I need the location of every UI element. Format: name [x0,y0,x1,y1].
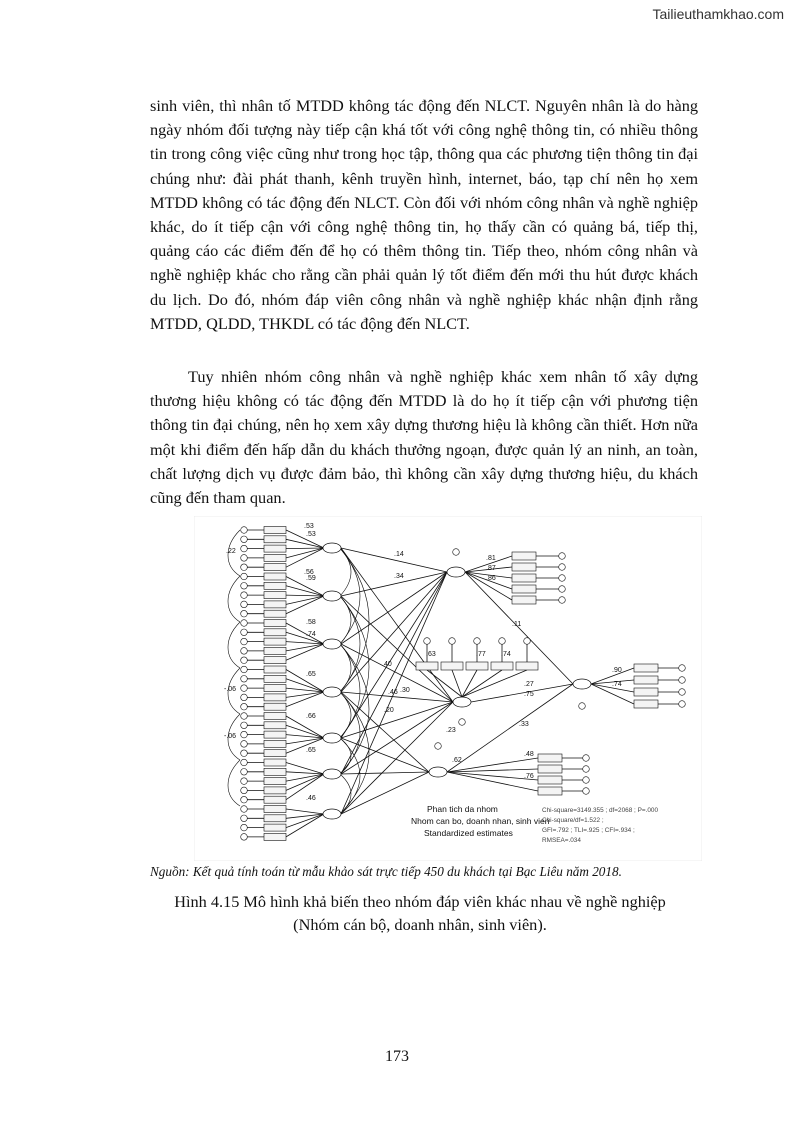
indicator-box [264,824,286,831]
indicator-box [491,662,513,670]
coefficient-label: .77 [476,651,486,658]
error-term [241,555,248,562]
latent-factor [323,733,341,743]
error-term [241,610,248,617]
error-term [241,796,248,803]
coefficient-label: .48 [524,751,534,758]
indicator-box [264,796,286,803]
indicator-box [516,662,538,670]
error-term [241,620,248,627]
coefficient-label: .74 [306,631,316,638]
coefficient-label: .34 [394,573,404,580]
error-term [449,638,456,645]
error-term [241,638,248,645]
paragraph-1 [150,94,698,336]
error-term [583,777,590,784]
sem-diagram-svg [194,516,702,861]
indicator-box [264,731,286,738]
coefficient-label: .27 [524,681,534,688]
caption-line-1: Hình 4.15 Mô hình khả biến theo nhóm đáp viên khác nhau về nghề nghiệp [174,892,666,911]
error-term [241,666,248,673]
indicator-box [264,685,286,692]
error-term [241,815,248,822]
error-term [241,536,248,543]
indicator-box [264,592,286,599]
coefficient-label: .74 [612,681,622,688]
indicator-box [264,610,286,617]
latent-factor [323,543,341,553]
group-title: Phan tich da nhom [427,804,498,814]
error-term [559,575,566,582]
indicator-box [264,713,286,720]
error-term [241,601,248,608]
fit-stat-line: RMSEA=.034 [542,837,581,844]
error-term [241,778,248,785]
latent-factor [323,687,341,697]
latent-factor [323,639,341,649]
indicator-box [264,620,286,627]
coefficient-label: .53 [306,531,316,538]
indicator-box [264,629,286,636]
coefficient-label: .40 [382,661,392,668]
coefficient-label: -.06 [224,733,237,740]
error-term [583,766,590,773]
caption-line-2: (Nhóm cán bộ, doanh nhân, sinh viên). [293,915,547,934]
paragraph-text: Tuy nhiên nhóm công nhân và nghề nghiệp khác xem nhân tố xây dựng thương hiệu không có tác động đến MTDD là do họ ít tiếp cận với phương tiện thông tin đại chúng, nên họ xem xây dựng thương hiệu là không cần thiết. Hơn nữa một khi điểm đến hấp dẫn du khách thưởng ngoạn, được quản lý an ninh, an toàn, chất lượng dịch vụ được đảm bảo, thì không cần xây dựng thương hiệu, du khách cũng đến tham quan. [150,367,698,508]
error-term [679,665,686,672]
indicator-box [634,688,658,696]
coefficient-label: .86 [486,575,496,582]
coefficient-label: .22 [226,548,236,555]
coefficient-label: -.06 [224,686,237,693]
indicator-box [264,694,286,701]
indicator-box [264,815,286,822]
sem-diagram [194,516,702,861]
indicator-box [634,700,658,708]
error-term [241,769,248,776]
paragraph-2 [150,365,698,510]
coefficient-label: .87 [486,565,496,572]
indicator-box [264,573,286,580]
error-term [241,676,248,683]
error-term [241,648,248,655]
error-term [499,638,506,645]
indicator-box [538,765,562,773]
error-term [559,564,566,571]
error-term [679,689,686,696]
disturbance-term [459,719,466,726]
coefficient-label: .14 [394,551,404,558]
coefficient-label: .56 [304,569,314,576]
error-term [241,545,248,552]
coefficient-label: .74 [501,651,511,658]
indicator-box [264,778,286,785]
coefficient-label: .63 [426,651,436,658]
error-term [583,755,590,762]
coefficient-label: .75 [524,691,534,698]
error-term [241,703,248,710]
indicator-box [264,638,286,645]
error-term [241,722,248,729]
coefficient-label: .46 [306,795,316,802]
indicator-box [512,563,536,571]
indicator-box [264,833,286,840]
disturbance-term [453,549,460,556]
indicator-box [264,740,286,747]
coefficient-label: .81 [486,555,496,562]
endogenous-construct [453,697,471,707]
latent-factor [323,809,341,819]
error-term [241,806,248,813]
group-subtitle: Nhom can bo, doanh nhan, sinh vien [411,816,550,826]
indicator-box [416,662,438,670]
indicator-box [264,750,286,757]
error-term [241,824,248,831]
indicator-box [512,574,536,582]
figure-caption [140,890,700,936]
indicator-box [512,552,536,560]
paragraph-text: sinh viên, thì nhân tố MTDD không tác động đến NLCT. Nguyên nhân là do hàng ngày nhóm đối tượng này tiếp cận khá tốt với công nghệ thông tin, có nhiều thông tin trong công việc cũng như trong học tập, thông qua các phương tiện thông tin đại chúng như: đài phát thanh, kênh truyền hình, internet, báo, tạp chí nên họ xem MTDD không có tác động đến NLCT. Còn đối với nhóm công nhân và nghề nghiệp khác, do ít tiếp cận với công nghệ thông tin, họ thấy cần có quảng bá, tiếp thị, quảng cáo các điểm đến để họ có thêm thông tin. Tiếp theo, nhóm công nhân và nghề nghiệp khác cho rằng cần phải quản lý tốt điểm đến mới thu hút được khách du lịch. Do đó, nhóm đáp viên công nhân và nghề nghiệp khác nhận định rằng MTDD, QLDD, THKDL có tác động đến NLCT. [150,96,698,333]
source-note: Nguồn: Kết quả tính toán từ mẫu khảo sát trực tiếp 450 du khách tại Bạc Liêu năm 2018. [150,864,622,879]
coefficient-label: .33 [519,721,529,728]
coefficient-label: .90 [612,667,622,674]
error-term [241,573,248,580]
error-term [241,629,248,636]
indicator-box [264,768,286,775]
indicator-box [264,806,286,813]
coefficient-label: .65 [306,671,316,678]
error-term [241,750,248,757]
error-term [241,564,248,571]
fit-stat-line: Chi-square/df=1.522 ; [542,817,604,824]
coefficient-label: .65 [306,747,316,754]
fit-stat-line: GFI=.792 ; TLI=.925 ; CFI=.934 ; [542,827,635,834]
error-term [241,731,248,738]
indicator-box [264,722,286,729]
coefficient-label: .59 [306,575,316,582]
latent-factor [323,769,341,779]
error-term [679,701,686,708]
disturbance-term [579,703,586,710]
indicator-box [264,564,286,571]
indicator-box [512,585,536,593]
fit-stat-line: Chi-square=3149.355 ; df=2068 ; P=.000 [542,807,659,814]
coefficient-label: .46 [388,689,398,696]
error-term [241,583,248,590]
error-term [559,586,566,593]
page-number: 173 [385,1048,409,1065]
coefficient-label: .11 [512,621,522,628]
error-term [679,677,686,684]
coefficient-label: .53 [304,523,314,530]
error-term [424,638,431,645]
error-term [559,597,566,604]
endogenous-construct [573,679,591,689]
indicator-box [538,787,562,795]
indicator-box [538,776,562,784]
coefficient-label: .62 [452,757,462,764]
indicator-box [264,527,286,534]
error-term [241,685,248,692]
indicator-box [264,703,286,710]
error-term [241,713,248,720]
error-term [241,592,248,599]
coefficient-label: .20 [384,707,394,714]
error-term [583,788,590,795]
error-term [241,787,248,794]
indicator-box [264,554,286,561]
coefficient-label: .23 [446,727,456,734]
indicator-box [264,759,286,766]
error-term [241,759,248,766]
indicator-box [441,662,463,670]
coefficient-label: .76 [524,773,534,780]
indicator-box [264,657,286,664]
indicator-box [634,676,658,684]
error-term [241,527,248,534]
indicator-box [538,754,562,762]
error-term [474,638,481,645]
error-term [559,553,566,560]
error-term [241,694,248,701]
coefficient-label: .30 [400,687,410,694]
indicator-box [264,536,286,543]
coefficient-label: .66 [306,713,316,720]
disturbance-term [435,743,442,750]
latent-factor [323,591,341,601]
error-term [241,741,248,748]
indicator-box [264,787,286,794]
endogenous-construct [429,767,447,777]
indicator-box [264,545,286,552]
indicator-box [264,601,286,608]
estimates-label: Standardized estimates [424,828,513,838]
error-term [524,638,531,645]
indicator-box [512,596,536,604]
error-term [241,834,248,841]
indicator-box [264,675,286,682]
indicator-box [634,664,658,672]
error-term [241,657,248,664]
indicator-box [264,582,286,589]
indicator-box [264,647,286,654]
indicator-box [466,662,488,670]
endogenous-construct [447,567,465,577]
coefficient-label: .58 [306,619,316,626]
watermark: Tailieuthamkhao.com [652,6,784,22]
indicator-box [264,666,286,673]
